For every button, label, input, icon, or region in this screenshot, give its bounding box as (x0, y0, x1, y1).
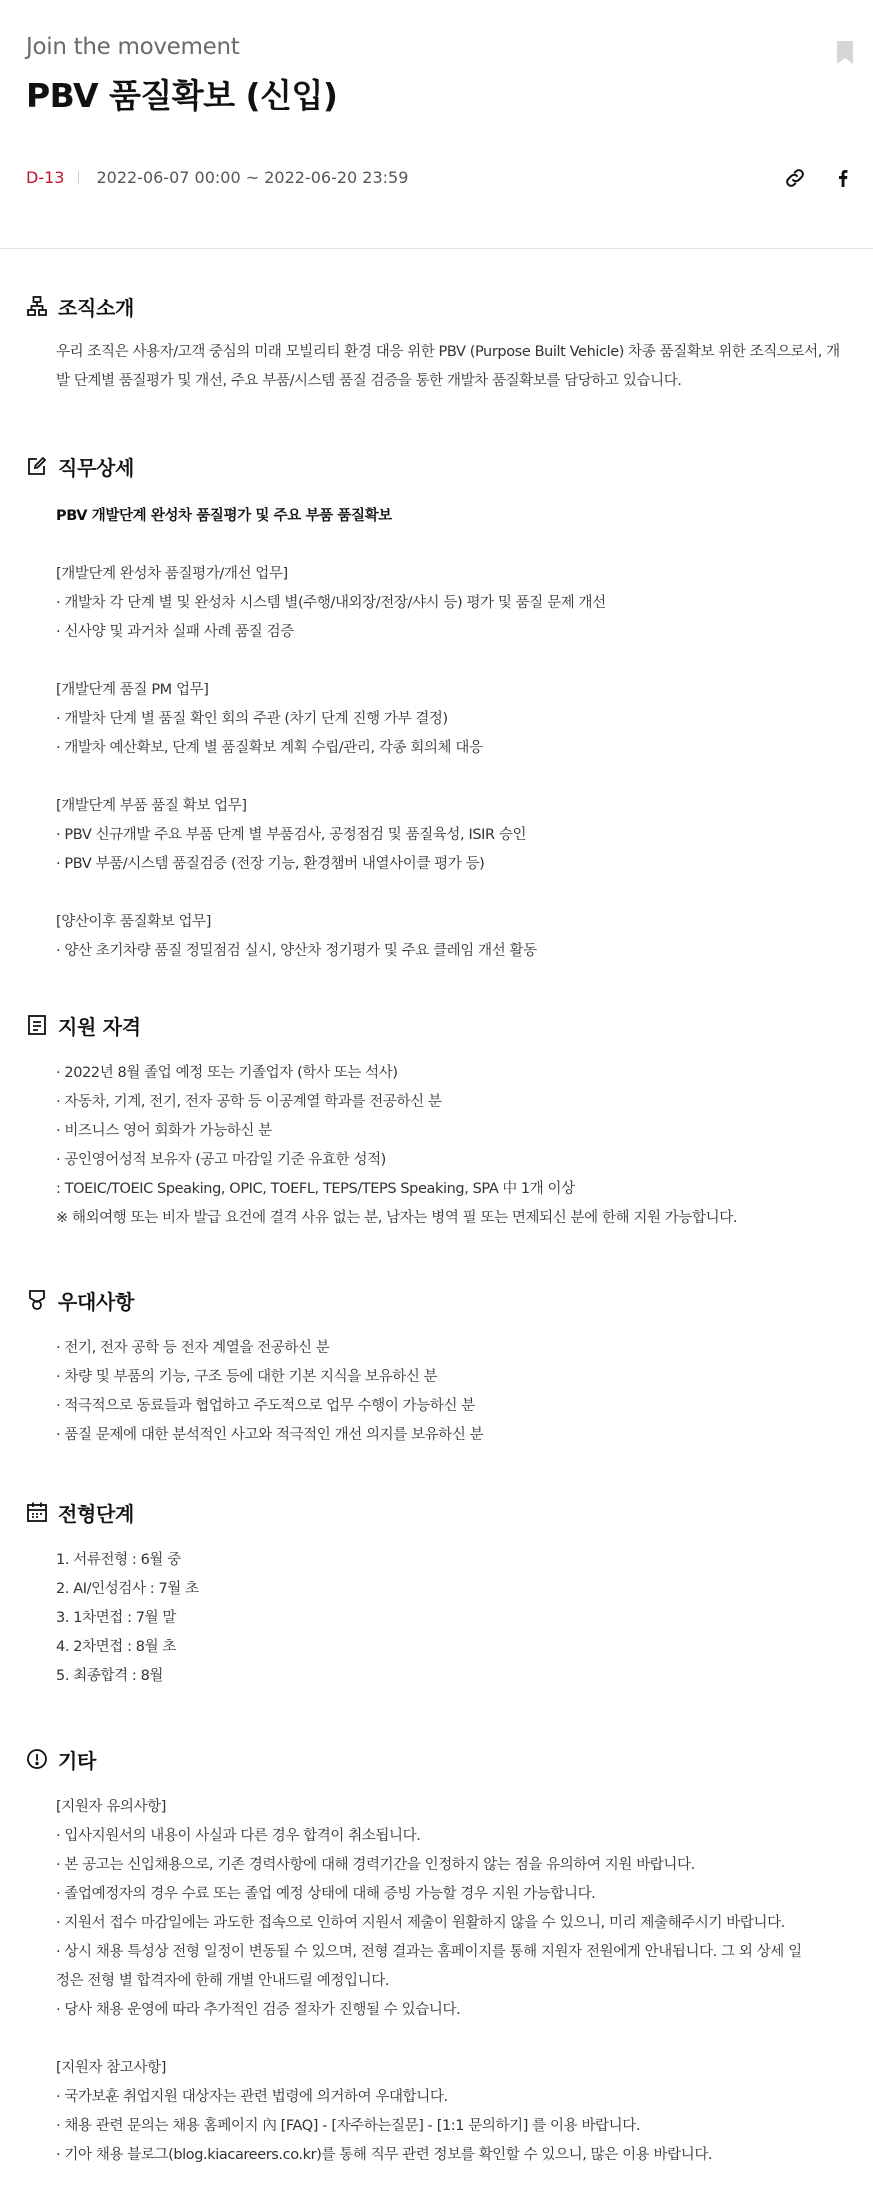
section-process (26, 1498, 846, 1691)
org-description: 우리 조직은 사용자/고객 중심의 미래 모빌리티 환경 대응 위한 PBV (Purpose Built Vehicle) 차종 품질확보 위한 조직으로서, 개발 단계별 품질평가 및 개선, 주요 부품/시스템 품질 검증을 통한 개발차 품질확보를 담당하고 있습니다. (56, 344, 840, 389)
job-header (0, 0, 873, 249)
list-item: · 품질 문제에 대한 분석적인 사고와 적극적인 개선 의지를 보유하신 분 (56, 1427, 484, 1443)
section-qualifications (26, 1011, 846, 1233)
list-item: · 2022년 8월 졸업 예정 또는 기졸업자 (학사 또는 석사) (56, 1065, 398, 1081)
list-item: · 개발차 단계 별 품질 확인 회의 주관 (차기 단계 진행 가부 결정) (56, 711, 448, 727)
list-item: · 양산 초기차량 품질 정밀점검 실시, 양산차 정기평가 및 주요 클레임 개선 활동 (56, 943, 537, 959)
share-bar (783, 166, 855, 190)
edit-icon (26, 455, 48, 477)
list-item: ※ 해외여행 또는 비자 발급 요건에 결격 사유 없는 분, 남자는 병역 필 또는 면제되신 분에 한해 지원 가능합니다. (56, 1210, 738, 1226)
list-item: · 개발차 각 단계 별 및 완성차 시스템 별(주행/내외장/전장/샤시 등) 평가 및 품질 문제 개선 (56, 595, 606, 611)
list-item: · 상시 채용 특성상 전형 일정이 변동될 수 있으며, 전형 결과는 홈페이지를 통해 지원자 전원에게 안내됩니다. 그 외 상세 일 (56, 1944, 802, 1960)
list-item: 정은 전형 별 합격자에 한해 개별 안내드릴 예정입니다. (56, 1973, 390, 1989)
facebook-icon[interactable] (831, 166, 855, 190)
list-item: · 비즈니스 영어 회화가 가능하신 분 (56, 1123, 272, 1139)
list-item: 4. 2차면접 : 8월 초 (56, 1639, 177, 1655)
list-item: 2. AI/인성검사 : 7월 초 (56, 1581, 199, 1597)
document-icon (26, 1014, 48, 1036)
list-item: · PBV 부품/시스템 품질검증 (전장 기능, 환경챔버 내열사이클 평가 등) (56, 856, 485, 872)
list-item: 1. 서류전형 : 6월 중 (56, 1552, 181, 1568)
list-item: [개발단계 품질 PM 업무] (56, 682, 209, 698)
link-icon[interactable] (783, 166, 807, 190)
list-item: · 자동차, 기계, 전기, 전자 공학 등 이공계열 학과를 전공하신 분 (56, 1094, 442, 1110)
list-item: [개발단계 부품 품질 확보 업무] (56, 798, 247, 814)
org-chart-icon (26, 295, 48, 317)
bookmark-icon[interactable] (836, 40, 854, 65)
list-item: [지원자 유의사항] (56, 1799, 166, 1815)
posting-meta (26, 168, 408, 187)
list-item: [양산이후 품질확보 업무] (56, 914, 212, 930)
section-title: 지원 자격 (58, 1014, 141, 1039)
job-headline: PBV 개발단계 완성차 품질평가 및 주요 부품 품질확보 (56, 508, 392, 524)
posting-period: 2022-06-07 00:00 ~ 2022-06-20 23:59 (96, 168, 409, 187)
list-item: · 국가보훈 취업지원 대상자는 관련 법령에 의거하여 우대합니다. (56, 2089, 448, 2105)
award-icon (26, 1289, 48, 1311)
list-item: · 지원서 접수 마감일에는 과도한 접속으로 인하여 지원서 제출이 원활하지 않을 수 있으니, 미리 제출해주시기 바랍니다. (56, 1915, 785, 1931)
list-item: · 공인영어성적 보유자 (공고 마감일 기준 유효한 성적) (56, 1152, 386, 1168)
list-item: · 차량 및 부품의 기능, 구조 등에 대한 기본 지식을 보유하신 분 (56, 1369, 438, 1385)
info-icon (26, 1748, 48, 1770)
list-item: · 신사양 및 과거차 실패 사례 품질 검증 (56, 624, 294, 640)
list-item: · PBV 신규개발 주요 부품 단계 별 부품검사, 공정점검 및 품질육성, ISIR 승인 (56, 827, 527, 843)
list-item: · 당사 채용 운영에 따라 추가적인 검증 절차가 진행될 수 있습니다. (56, 2002, 461, 2018)
list-item: [개발단계 완성차 품질평가/개선 업무] (56, 566, 288, 582)
meta-divider (78, 171, 79, 184)
list-item: · 개발차 예산확보, 단계 별 품질확보 계획 수립/관리, 각종 회의체 대응 (56, 740, 483, 756)
list-item: : TOEIC/TOEIC Speaking, OPIC, TOEFL, TEPS/TEPS Speaking, SPA 中 1개 이상 (56, 1181, 575, 1197)
list-item: · 기아 채용 블로그(blog.kiacareers.co.kr)를 통해 직무 관련 정보를 확인할 수 있으니, 많은 이용 바랍니다. (56, 2147, 713, 2163)
list-item: 3. 1차면접 : 7월 말 (56, 1610, 177, 1626)
list-item: · 본 공고는 신입채용으로, 기존 경력사항에 대해 경력기간을 인정하지 않는 점을 유의하여 지원 바랍니다. (56, 1857, 695, 1873)
section-title: 조직소개 (58, 295, 135, 320)
section-title: 우대사항 (58, 1289, 135, 1314)
eyebrow-text: Join the movement (26, 34, 240, 60)
calendar-icon (26, 1501, 48, 1523)
section-preferences (26, 1286, 846, 1450)
section-title: 전형단계 (58, 1501, 135, 1526)
section-title: 직무상세 (58, 455, 135, 480)
dday-badge: D-13 (26, 168, 65, 187)
section-organization (26, 292, 846, 396)
list-item: · 적극적으로 동료들과 협업하고 주도적으로 업무 수행이 가능하신 분 (56, 1398, 475, 1414)
list-item: · 전기, 전자 공학 등 전자 계열을 전공하신 분 (56, 1340, 330, 1356)
list-item: · 입사지원서의 내용이 사실과 다른 경우 합격이 취소됩니다. (56, 1828, 421, 1844)
list-item: 5. 최종합격 : 8월 (56, 1668, 164, 1684)
list-item: · 졸업예정자의 경우 수료 또는 졸업 예정 상태에 대해 증빙 가능할 경우 지원 가능합니다. (56, 1886, 596, 1902)
section-job-detail (26, 452, 846, 966)
list-item: · 채용 관련 문의는 채용 홈페이지 內 [FAQ] - [자주하는질문] - [1:1 문의하기] 를 이용 바랍니다. (56, 2118, 641, 2134)
section-etc (26, 1745, 846, 2170)
page-title: PBV 품질확보 (신입) (26, 76, 338, 115)
section-title: 기타 (58, 1748, 97, 1773)
list-item: [지원자 참고사항] (56, 2060, 166, 2076)
